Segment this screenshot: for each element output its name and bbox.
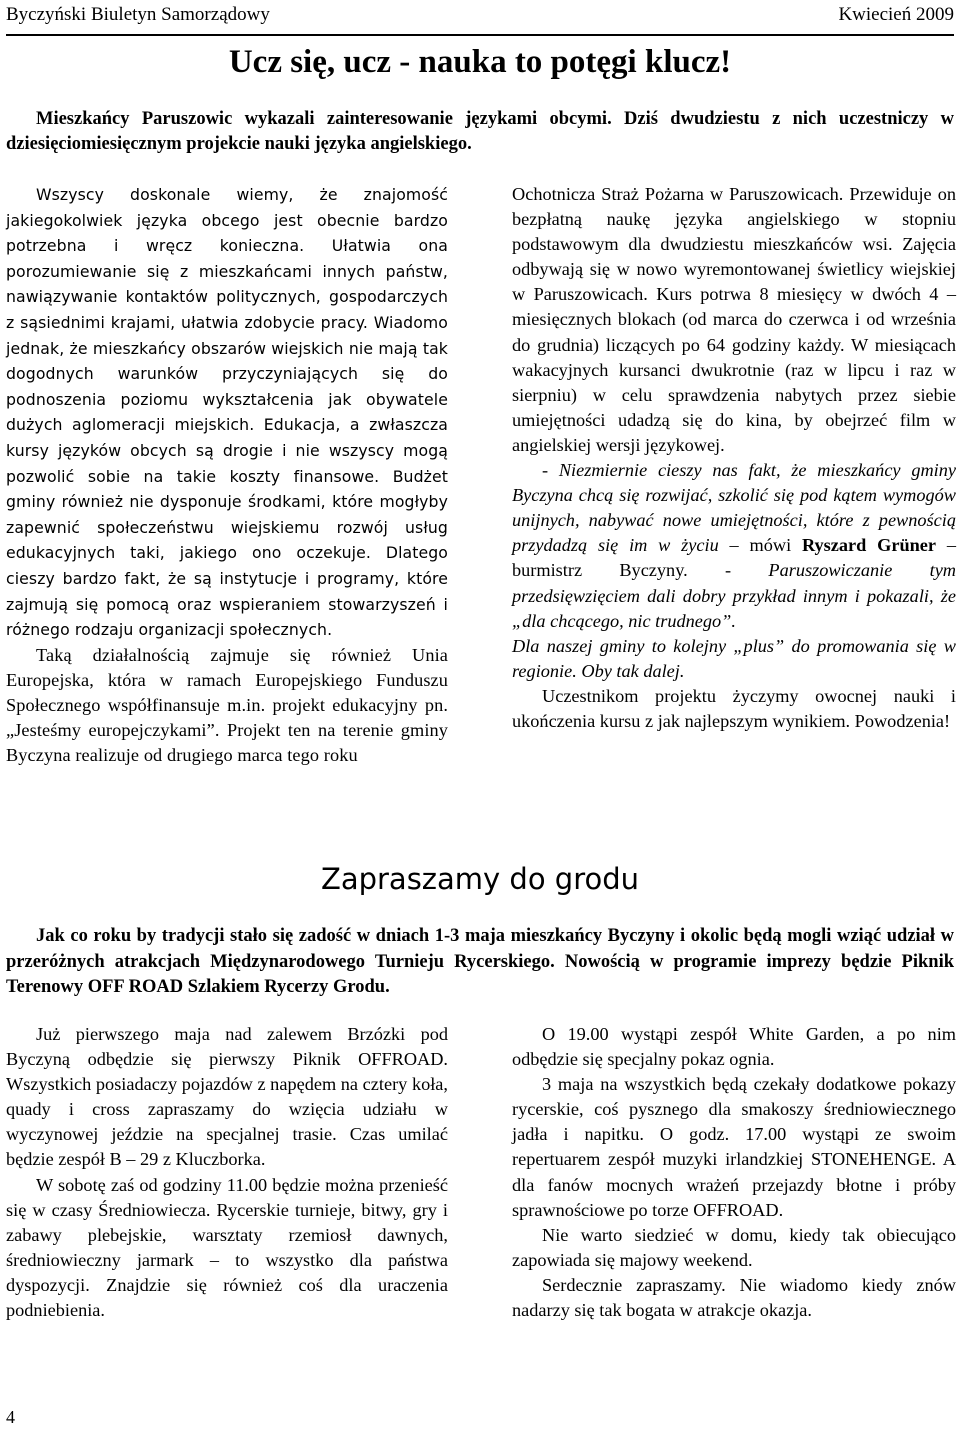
paragraph: Nie warto siedzieć w domu, kiedy tak obiecująco zapowiada się majowy weekend. xyxy=(512,1224,956,1270)
paragraph: O 19.00 wystąpi zespół White Garden, a po nim odbędzie się specjalny pokaz ognia. xyxy=(512,1024,956,1070)
article-title: Zapraszamy do grodu xyxy=(320,862,640,896)
article-lead: Jak co roku by tradycji stało się zadość w dniach 1-3 maja mieszkańcy Byczyny i okolic będą mogli wziąć udział w przeróżnych atrakcjach Międzynarodowego Turnieju Rycerskiego. Nowością w programie imprezy będzie Piknik Terenowy OFF ROAD Szlakiem Rycerzy Grodu. xyxy=(6,926,954,997)
article-lead: Mieszkańcy Paruszowic wykazali zainteresowanie językami obcymi. Dziś dwudziestu z nich uczestniczy w dziesięciomiesięcznym projekcie nauki języka angielskiego. xyxy=(6,109,954,154)
issue-date: Kwiecień 2009 xyxy=(838,4,954,25)
page-header xyxy=(6,0,954,36)
article-left-column xyxy=(6,1022,448,1323)
quote-text: - Niezmiernie cieszy nas fakt, że mieszkańcy gminy Byczyna chcą się rozwijać, szkolić się pod kątem wymogów unijnych, nabywać nowe umiejętności, które z pewnością przydadzą się im w życiu xyxy=(512,460,956,556)
paragraph: 3 maja na wszystkich będą czekały dodatkowe pokazy rycerskie, coś pysznego dla smakoszy średniowiecznego jadła i napitku. O godz. 17.00 wystąpi ze swoim repertuarem zespół muzyki irlandzkiej STONEHENGE. A dla fanów mocnych wrażeń przejazdy błotne i próby sprawnościowe po torze OFFROAD. xyxy=(512,1074,956,1220)
publication-name: Byczyński Biuletyn Samorządowy xyxy=(6,4,270,25)
quote-text: - Paruszowiczanie tym przedsięwzięciem dali dobry przykład innym i pokazali, że „dla chcącego, nic trudnego”. xyxy=(512,560,957,631)
paragraph: Ochotnicza Straż Pożarna w Paruszowicach. Przewiduje on bezpłatną naukę języka angielskiego w stopniu podstawowym dla dwudziestu mieszkańców wsi. Zajęcia odbywają się w nowo wyremontowanej świetlicy wiejskiej w Paruszowicach. Kurs potrwa 8 miesięcy w dwóch 4 – miesięcznych blokach (od marca do czerwca i od września do grudnia) liczących po 64 godziny każdy. W miesiącach wakacyjnych kursanci dwukrotnie (raz w lipcu i raz w sierpniu) w celu sprawdzenia nabytych przez siebie umiejętności udadzą się do kina, by obejrzeć film w angielskiej wersji językowej. xyxy=(512,184,956,455)
article-right-column xyxy=(512,182,956,734)
paragraph: Uczestnikom projektu życzymy owocnej nauki i ukończenia kursu z jak najlepszym wynikiem. Powodzenia! xyxy=(512,685,956,731)
quote-text: Dla naszej gminy to kolejny „plus” do promowania się w regionie. Oby tak dalej. xyxy=(512,635,956,681)
paragraph: Wszyscy doskonale wiemy, że znajomość jakiegokolwiek języka obcego jest obecnie bardzo potrzebna i wręcz konieczna. Ułatwia ona porozumiewanie się z mieszkańcami innych państw, nawiązywanie kontaktów politycznych, gospodarczych z sąsiednimi krajami, ułatwia zdobycie pracy. Wiadomo jednak, że mieszkańcy obszarów wiejskich nie mają tak dogodnych warunków przyczyniających się do podnoszenia poziomu wykształcenia jak obywatele dużych aglomeracji miejskich. Edukacja, a zwłaszcza kursy języków obcych są drogie i nie wszyscy mogą pozwolić sobie na takie koszty finansowe. Budżet gminy również nie dysponuje środkami, które mogłyby zapewnić społeczeństwu wiejskiemu rozwój usług edukacyjnych taki, jakiego ono oczekuje. Dlatego cieszy bardzo fakt, że są instytucje i programy, które zajmują się pomocą oraz wspieraniem stowarzyszeń i różnego rodzaju organizacji społecznych. xyxy=(6,185,449,640)
article-left-column xyxy=(6,182,448,768)
page-number: 4 xyxy=(6,1407,15,1427)
quote-paragraph: - Niezmiernie cieszy nas fakt, że mieszkańcy gminy Byczyna chcą się rozwijać, szkolić się pod kątem wymogów unijnych, nabywać nowe umiejętności, które z pewnością przydadzą się im w życiu – mówi Ryszard Grüner – burmistrz Byczyny. - Paruszowiczanie tym przedsięwzięciem dali dobry przykład innym i pokazali, że „dla chcącego, nic trudnego”. xyxy=(512,460,957,631)
quote-paragraph xyxy=(512,634,956,684)
paragraph: W sobotę zaś od godziny 11.00 będzie można przenieść się w czasy Średniowiecza. Rycerskie turnieje, bitwy, gry i zabawy plebejskie, warsztaty rzemiosł dawnych, średniowieczny jarmark – to wszystko dla państwa dyspozycji. Znajdzie się również coś dla uraczenia podniebienia. xyxy=(6,1174,448,1321)
article-title: Ucz się, ucz - nauka to potęgi klucz! xyxy=(228,44,732,80)
paragraph: Taką działalnością zajmuje się również Unia Europejska, która w ramach Europejskiego Funduszu Społecznego współfinansuje m.in. projekt edukacyjny pn. „Jesteśmy europejczykami”. Projekt ten na terenie gminy Byczyna realizuje od drugiego marca tego roku xyxy=(6,644,448,766)
speaker-name: Ryszard Grüner xyxy=(801,535,937,556)
paragraph: Serdecznie zapraszamy. Nie wiadomo kiedy znów nadarzy się tak bogata w atrakcje okazja. xyxy=(512,1274,956,1321)
paragraph: Już pierwszego maja nad zalewem Brzózki pod Byczyną odbędzie się pierwszy Piknik OFFROAD. Wszystkich posiadaczy pojazdów z napędem na cztery koła, quady i cross zapraszamy do wzięcia udziału w wyczynowej jeździe na specjalnej trasie. Czas umilać będzie zespół B – 29 z Kluczborka. xyxy=(6,1024,448,1170)
article-right-column xyxy=(512,1022,956,1323)
